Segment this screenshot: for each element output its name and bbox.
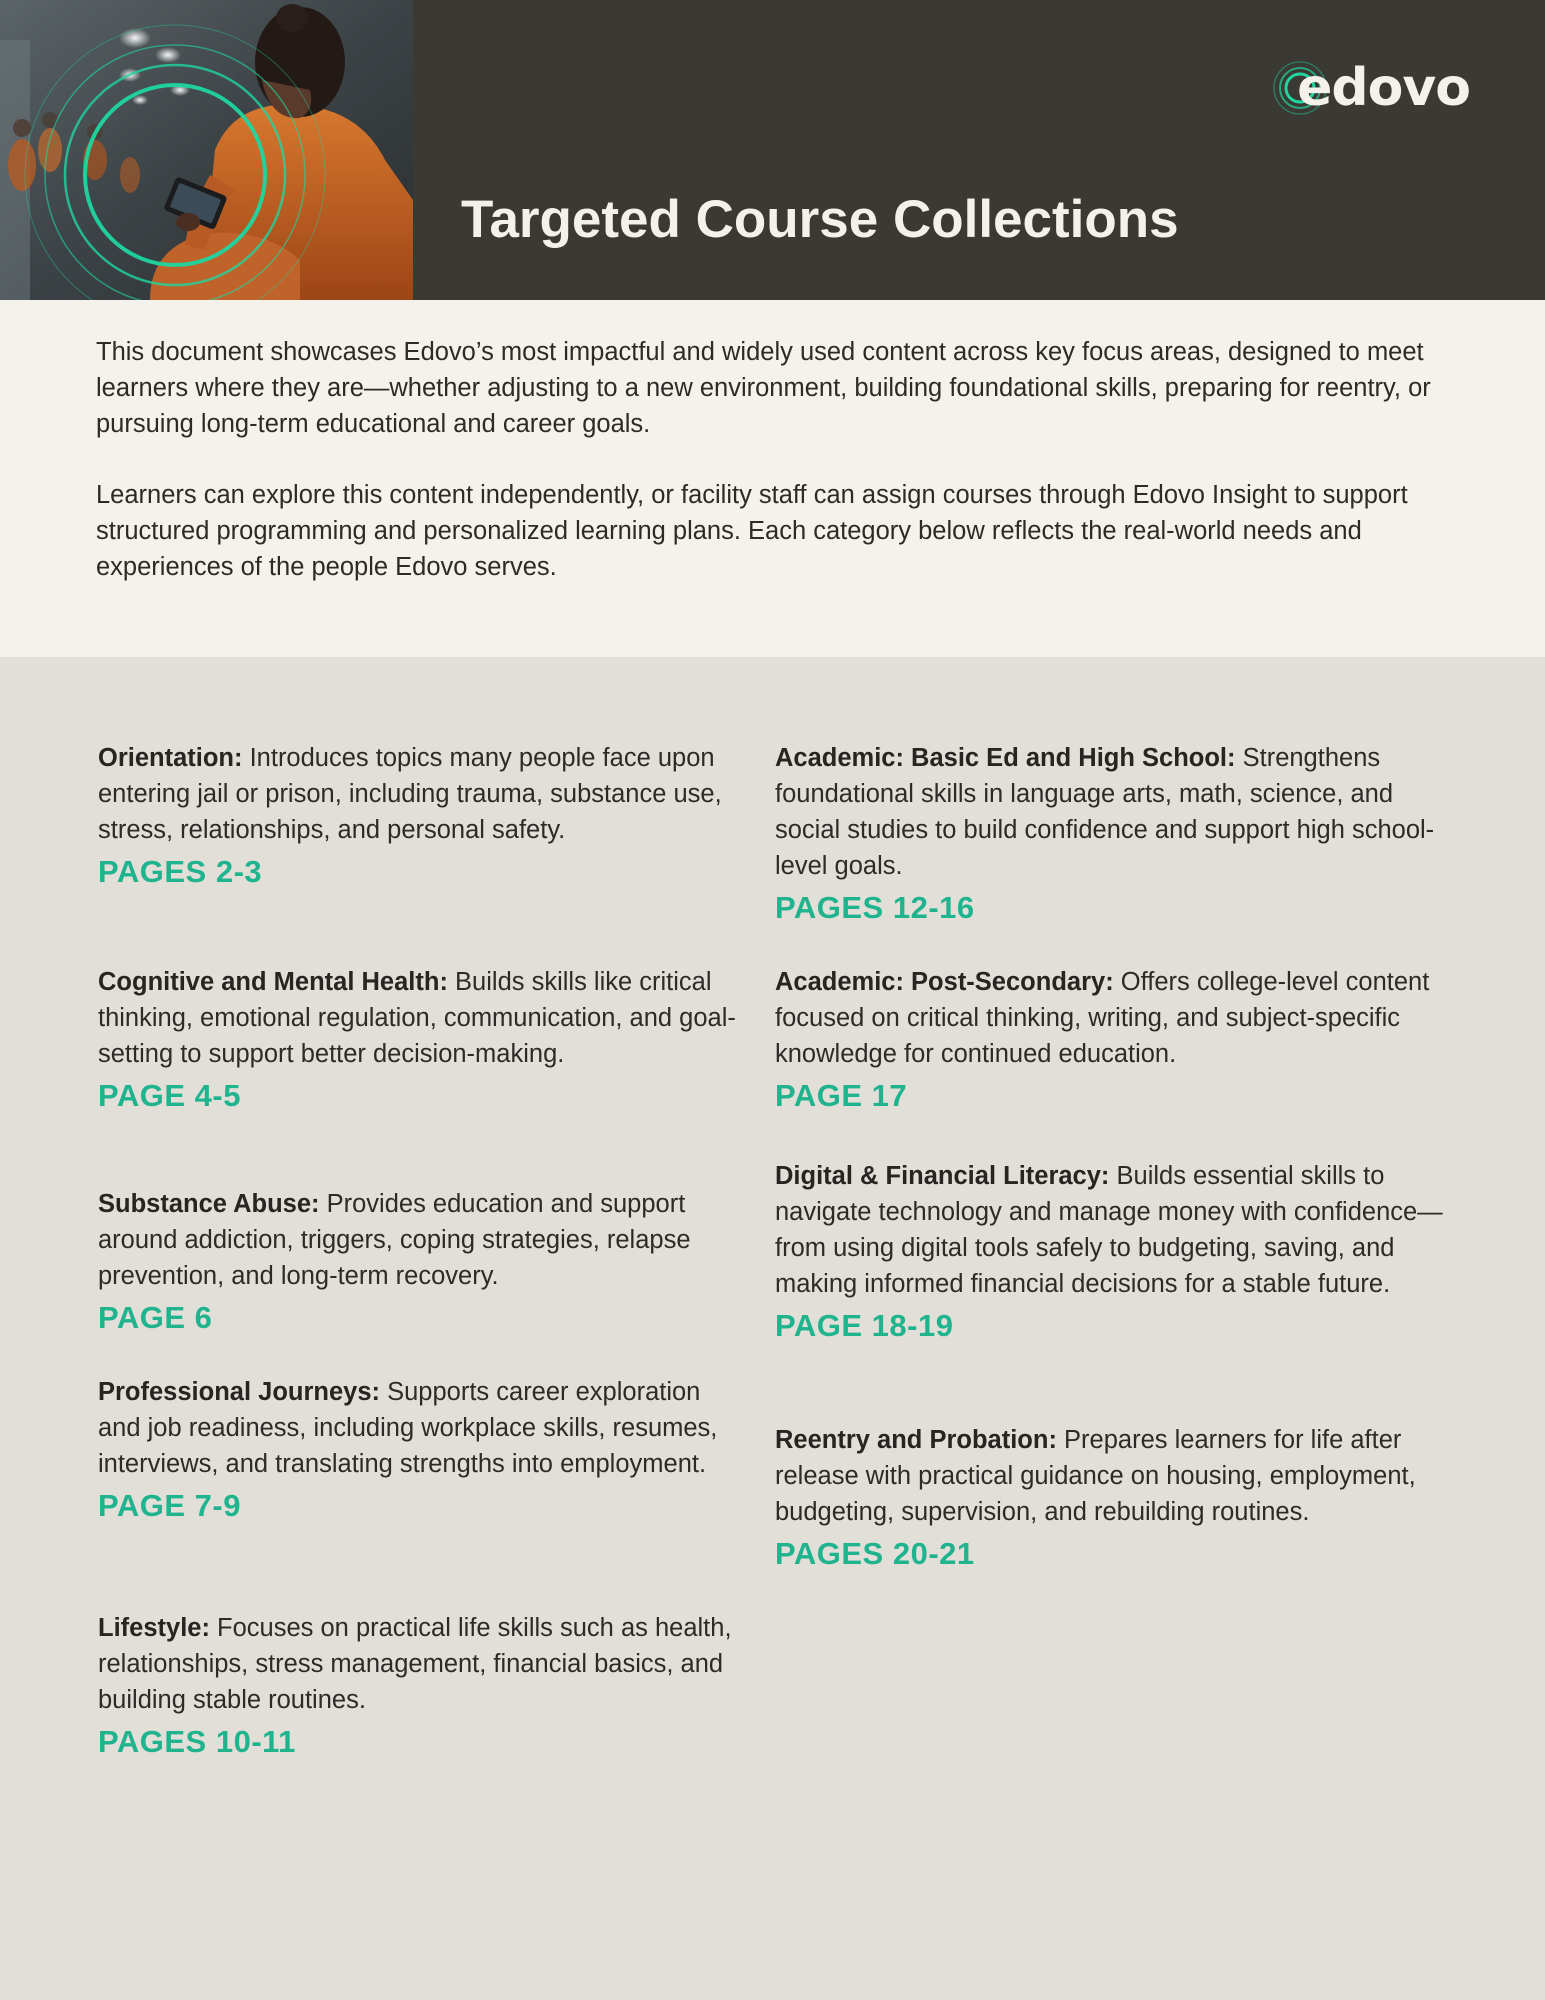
category-academic-post-secondary bbox=[775, 964, 1455, 1116]
category-text: Focuses on practical life skills such as health, relationships, stress management, financial basics, and building stable routines. bbox=[98, 1614, 732, 1714]
logo-wordmark: edovo bbox=[1297, 58, 1470, 118]
category-title: Professional Journeys: bbox=[98, 1378, 381, 1406]
hero-photo bbox=[0, 0, 413, 300]
category-description bbox=[775, 1422, 1455, 1530]
category-title: Academic: Basic Ed and High School: bbox=[775, 744, 1236, 772]
category-description bbox=[775, 1158, 1455, 1302]
category-text: Prepares learners for life after release with practical guidance on housing, employment, budgeting, supervision, and rebuilding routines. bbox=[775, 1426, 1416, 1526]
category-cognitive-mental-health bbox=[98, 964, 738, 1116]
category-description bbox=[775, 964, 1455, 1072]
category-title: Reentry and Probation: bbox=[775, 1426, 1057, 1454]
page-title: Targeted Course Collections bbox=[461, 190, 1179, 249]
intro-paragraph-2: Learners can explore this content independently, or facility staff can assign courses through Edovo Insight to support structured programming and personalized learning plans. Each category below reflects the real-world needs and experiences of the people Edovo serves. bbox=[96, 481, 1408, 581]
category-digital-financial-literacy bbox=[775, 1158, 1455, 1346]
category-description bbox=[775, 740, 1455, 884]
category-pages-link: PAGES 20-21 bbox=[775, 1536, 975, 1571]
intro-paragraph-1: This document showcases Edovo’s most impactful and widely used content across key focus areas, designed to meet learners where they are—whether adjusting to a new environment, building foundational skills, preparing for reentry, or pursuing long-term educational and career goals. bbox=[96, 338, 1431, 438]
category-title: Substance Abuse: bbox=[98, 1190, 320, 1218]
category-lifestyle bbox=[98, 1610, 738, 1762]
category-substance-abuse bbox=[98, 1186, 738, 1338]
category-title: Digital & Financial Literacy: bbox=[775, 1162, 1110, 1190]
category-pages-link: PAGES 2-3 bbox=[98, 854, 263, 889]
category-text: Supports career exploration and job readiness, including workplace skills, resumes, interviews, and translating strengths into employment. bbox=[98, 1378, 718, 1478]
category-text: Builds skills like critical thinking, emotional regulation, communication, and goal-setting to support better decision-making. bbox=[98, 968, 736, 1068]
intro-section bbox=[0, 300, 1545, 657]
category-description bbox=[98, 740, 738, 848]
edovo-logo bbox=[1269, 58, 1470, 118]
category-pages-link: PAGE 17 bbox=[775, 1078, 908, 1113]
category-orientation bbox=[98, 740, 738, 892]
category-title: Lifestyle: bbox=[98, 1614, 210, 1642]
category-text: Offers college-level content focused on critical thinking, writing, and subject-specific knowledge for continued education. bbox=[775, 968, 1430, 1068]
category-pages-link: PAGE 7-9 bbox=[98, 1488, 241, 1523]
category-pages-link: PAGES 12-16 bbox=[775, 890, 975, 925]
category-description bbox=[98, 1186, 738, 1294]
category-pages-link: PAGE 18-19 bbox=[775, 1308, 954, 1343]
category-title: Cognitive and Mental Health: bbox=[98, 968, 448, 996]
category-title: Orientation: bbox=[98, 744, 243, 772]
header-banner bbox=[0, 0, 1545, 300]
category-text: Provides education and support around addiction, triggers, coping strategies, relapse prevention, and long-term recovery. bbox=[98, 1190, 691, 1290]
category-text: Strengthens foundational skills in language arts, math, science, and social studies to build confidence and support high school-level goals. bbox=[775, 744, 1435, 880]
category-text: Builds essential skills to navigate technology and manage money with confidence—from using digital tools safely to budgeting, saving, and making informed financial decisions for a stable future. bbox=[775, 1162, 1443, 1298]
category-pages-link: PAGE 6 bbox=[98, 1300, 213, 1335]
category-academic-basic-ed bbox=[775, 740, 1455, 928]
category-professional-journeys bbox=[98, 1374, 738, 1526]
category-description bbox=[98, 1610, 738, 1718]
category-text: Introduces topics many people face upon entering jail or prison, including trauma, substance use, stress, relationships, and personal safety. bbox=[98, 744, 722, 844]
category-pages-link: PAGE 4-5 bbox=[98, 1078, 241, 1113]
category-title: Academic: Post-Secondary: bbox=[775, 968, 1114, 996]
category-description bbox=[98, 1374, 738, 1482]
category-pages-link: PAGES 10-11 bbox=[98, 1724, 296, 1759]
category-reentry-probation bbox=[775, 1422, 1455, 1574]
category-description bbox=[98, 964, 738, 1072]
